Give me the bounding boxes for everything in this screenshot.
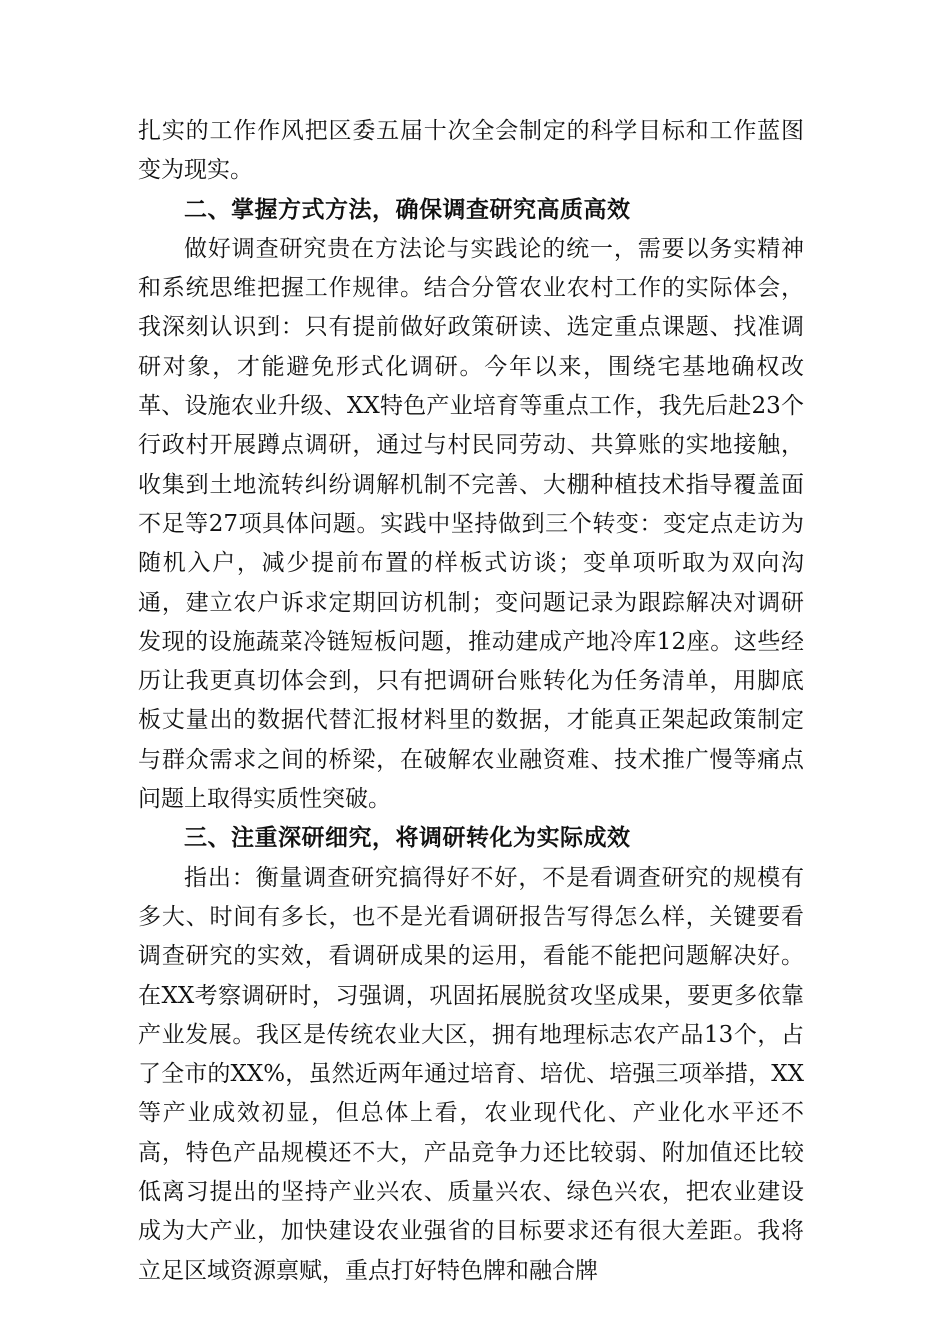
section-heading-2: 二、掌握方式方法，确保调查研究高质高效 <box>184 196 631 223</box>
document-page <box>138 112 804 1291</box>
section-heading-3: 三、注重深研细究，将调研转化为实际成效 <box>184 825 631 852</box>
paragraph-section-2: 做好调查研究贵在方法论与实践论的统一，需要以务实精神和系统思维把握工作规律。结合分管农业农村工作的实际体会，我深刻认识到：只有提前做好政策研读、选定重点课题、找准调研对象，才能避免形式化调研。今年以来，围绕宅基地确权改革、设施农业升级、XX特色产业培育等重点工作，我先后赴23个行政村开展蹲点调研，通过与村民同劳动、共算账的实地接触，收集到土地流转纠纷调解机制不完善、大棚种植技术指导覆盖面不足等27项具体问题。实践中坚持做到三个转变：变定点走访为随机入户，减少提前布置的样板式访谈；变单项听取为双向沟通，建立农户诉求定期回访机制；变问题记录为跟踪解决对调研发现的设施蔬菜冷链短板问题，推动建成产地冷库12座。这些经历让我更真切体会到，只有把调研台账转化为任务清单，用脚底板丈量出的数据代替汇报材料里的数据，才能真正架起政策制定与群众需求之间的桥梁，在破解农业融资难、技术推广慢等痛点问题上取得实质性突破。 <box>138 235 804 813</box>
paragraph-continuation: 扎实的工作作风把区委五届十次全会制定的科学目标和工作蓝图变为现实。 <box>138 118 804 184</box>
paragraph-section-3: 指出：衡量调查研究搞得好不好，不是看调查研究的规模有多大、时间有多长，也不是光看调研报告写得怎么样，关键要看调查研究的实效，看调研成果的运用，看能不能把问题解决好。在XX考察调研时，习强调，巩固拓展脱贫攻坚成果，要更多依靠产业发展。我区是传统农业大区，拥有地理标志农产品13个，占了全市的XX%，虽然近两年通过培育、培优、培强三项举措，XX等产业成效初显，但总体上看，农业现代化、产业化水平还不高，特色产品规模还不大，产品竞争力还比较弱、附加值还比较低离习提出的坚持产业兴农、质量兴农、绿色兴农，把农业建设成为大产业，加快建设农业强省的目标要求还有很大差距。我将立足区域资源禀赋，重点打好特色牌和融合牌 <box>138 864 804 1284</box>
